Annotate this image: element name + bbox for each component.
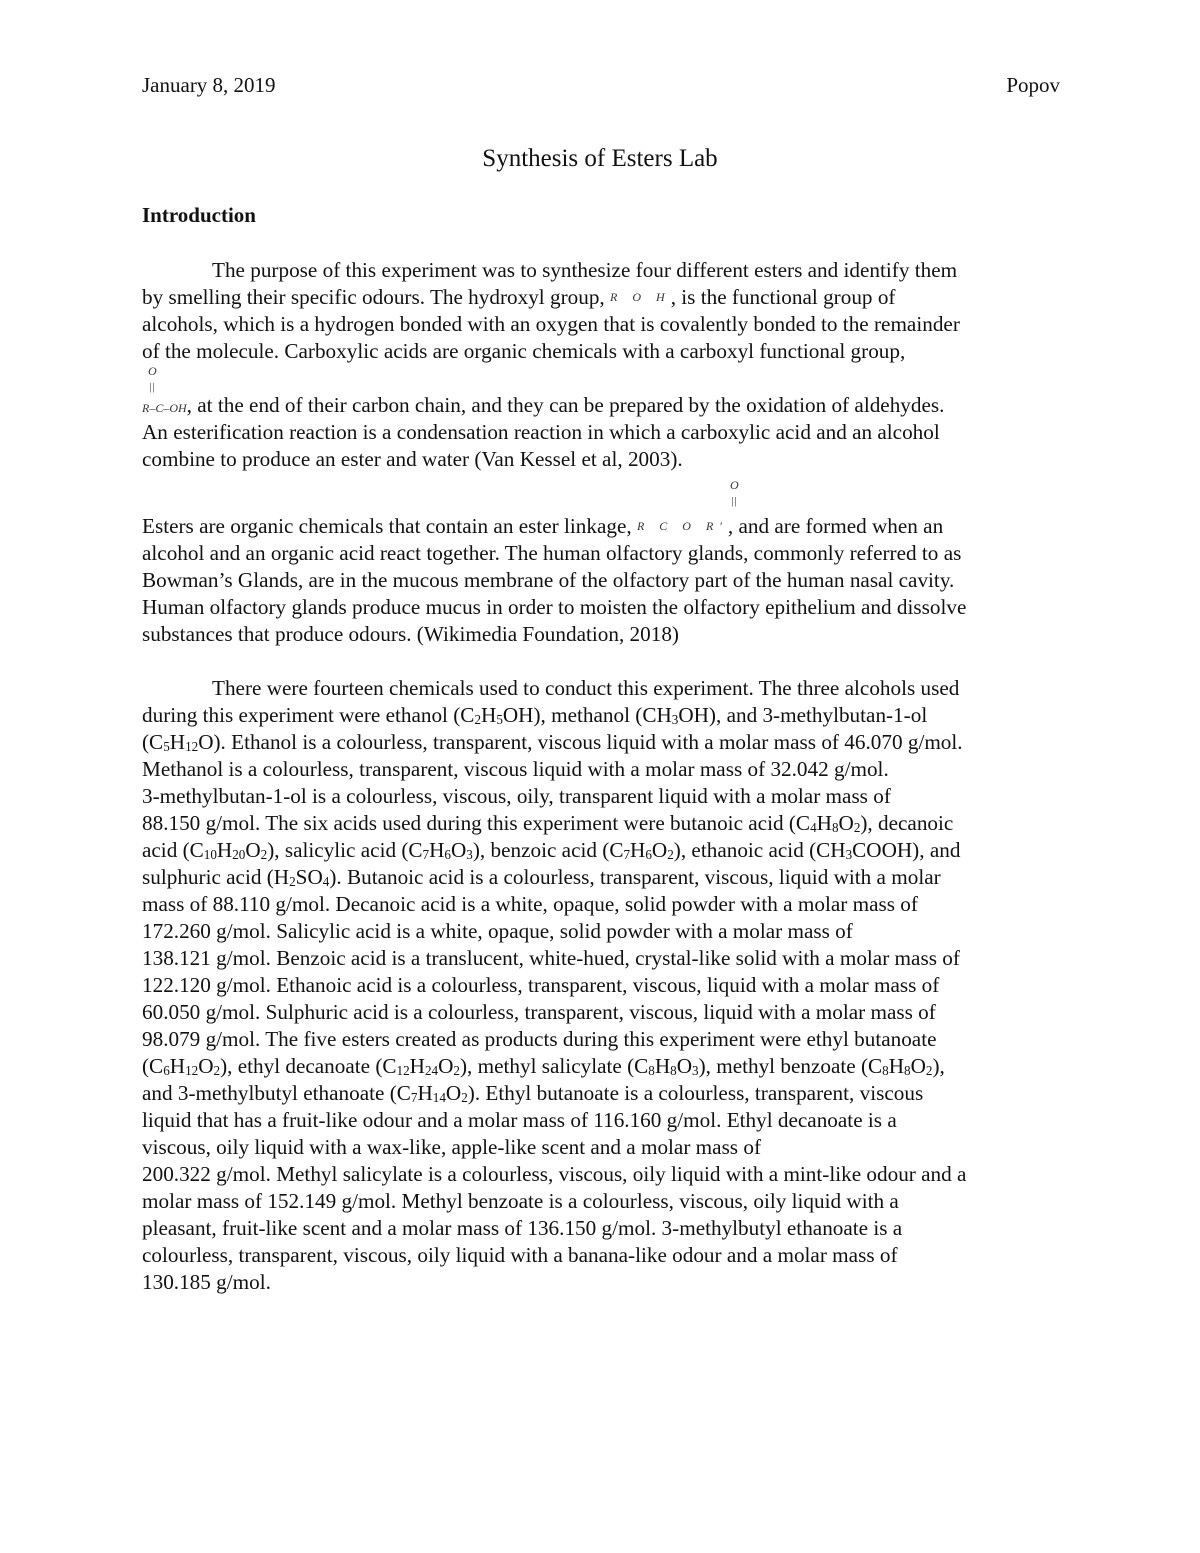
page-title: Synthesis of Esters Lab: [482, 145, 718, 172]
ester-formula-double-bond: ||: [731, 495, 738, 507]
paragraph-3-line: colourless, transparent, viscous, oily liquid with a banana-like odour and a molar mass of: [142, 1243, 898, 1267]
section-heading: Introduction: [142, 203, 256, 227]
paragraph-1-text: , is the functional group of: [670, 285, 896, 309]
paragraph-1-line: combine to produce an ester and water (Van Kessel et al, 2003).: [142, 447, 683, 471]
paragraph-3-line: (C6H12O2), ethyl decanoate (C12H24O2), methyl salicylate (C8H8O3), methyl benzoate (C8H8O2),: [142, 1054, 945, 1078]
paragraph-3-line: There were fourteen chemicals used to conduct this experiment. The three alcohols used: [212, 676, 960, 700]
carboxyl-formula-double-bond: ||: [149, 381, 156, 393]
carboxyl-formula: R–C–OH: [142, 401, 187, 415]
paragraph-3-line: liquid that has a fruit-like odour and a molar mass of 116.160 g/mol. Ethyl decanoate is a: [142, 1108, 897, 1132]
paragraph-3-line: during this experiment were ethanol (C2H5OH), methanol (CH3OH), and 3-methylbutan-1-ol: [142, 703, 928, 727]
paragraph-3-line: 98.079 g/mol. The five esters created as products during this experiment were ethyl butanoate: [142, 1027, 937, 1051]
paragraph-3-line: 60.050 g/mol. Sulphuric acid is a colourless, transparent, viscous, liquid with a molar mass of: [142, 1000, 936, 1024]
paragraph-1-text: by smelling their specific odours. The hydroxyl group,: [142, 285, 605, 309]
hydroxyl-formula: R O H: [610, 290, 671, 304]
carboxyl-formula-oxygen: O: [148, 364, 159, 378]
paragraph-3-line: 88.150 g/mol. The six acids used during this experiment were butanoic acid (C4H8O2), decanoic: [142, 811, 954, 835]
paragraph-1-line: alcohols, which is a hydrogen bonded with an oxygen that is covalently bonded to the remainder: [142, 312, 960, 336]
paragraph-1-line: [142, 392, 944, 422]
paragraph-3-line: 130.185 g/mol.: [142, 1270, 271, 1294]
header-date: January 8, 2019: [142, 73, 276, 97]
paragraph-3-line: and 3-methylbutyl ethanoate (C7H14O2). Ethyl butanoate is a colourless, transparent, viscous: [142, 1081, 924, 1105]
paragraph-3-line: pleasant, fruit-like scent and a molar mass of 136.150 g/mol. 3-methylbutyl ethanoate is a: [142, 1216, 903, 1240]
paragraph-3-line: 172.260 g/mol. Salicylic acid is a white, opaque, solid powder with a molar mass of: [142, 919, 853, 943]
paragraph-3-line: acid (C10H20O2), salicylic acid (C7H6O3), benzoic acid (C7H6O2), ethanoic acid (CH3COOH), and: [142, 838, 961, 862]
paragraph-1-line: [142, 284, 895, 311]
paragraph-2-line: alcohol and an organic acid react together. The human olfactory glands, commonly referred to as: [142, 541, 962, 565]
header-author: Popov: [1006, 73, 1060, 97]
paragraph-3-line: 200.322 g/mol. Methyl salicylate is a colourless, viscous, oily liquid with a mint-like odour and a: [142, 1162, 967, 1186]
paragraph-2-line: substances that produce odours. (Wikimedia Foundation, 2018): [142, 622, 679, 646]
ester-formula: R C O R': [636, 519, 728, 533]
paragraph-3-line: 122.120 g/mol. Ethanoic acid is a colourless, transparent, viscous, liquid with a molar mass of: [142, 973, 940, 997]
paragraph-1-line: An esterification reaction is a condensation reaction in which a carboxylic acid and an alcohol: [142, 420, 940, 444]
paragraph-2-text: Esters are organic chemicals that contain an ester linkage,: [142, 514, 632, 538]
paragraph-1-text: , at the end of their carbon chain, and they can be prepared by the oxidation of aldehydes.: [186, 393, 945, 417]
paragraph-2-line: Human olfactory glands produce mucus in order to moisten the olfactory epithelium and dissolve: [142, 595, 967, 619]
paragraph-2-line: Bowman’s Glands, are in the mucous membrane of the olfactory part of the human nasal cavity.: [142, 568, 955, 592]
paragraph-3-line: Methanol is a colourless, transparent, viscous liquid with a molar mass of 32.042 g/mol.: [142, 757, 889, 781]
paragraph-3-line: sulphuric acid (H2SO4). Butanoic acid is a colourless, transparent, viscous, liquid with a molar: [142, 865, 941, 889]
paragraph-2-line: [142, 513, 943, 540]
paragraph-3-line: molar mass of 152.149 g/mol. Methyl benzoate is a colourless, viscous, oily liquid with a: [142, 1189, 899, 1213]
paragraph-1-line: The purpose of this experiment was to synthesize four different esters and identify them: [212, 258, 958, 282]
paragraph-3-line: 3-methylbutan-1-ol is a colourless, viscous, oily, transparent liquid with a molar mass of: [142, 784, 891, 808]
ester-formula-oxygen: O: [730, 478, 741, 492]
paragraph-1-line: of the molecule. Carboxylic acids are organic chemicals with a carboxyl functional group,: [142, 339, 906, 363]
paragraph-3-line: 138.121 g/mol. Benzoic acid is a translucent, white-hued, crystal-like solid with a molar mass of: [142, 946, 960, 970]
paragraph-3-line: viscous, oily liquid with a wax-like, apple-like scent and a molar mass of: [142, 1135, 761, 1159]
paragraph-3-line: (C5H12O). Ethanol is a colourless, transparent, viscous liquid with a molar mass of 46.070 g/mol.: [142, 730, 963, 754]
paragraph-3-line: mass of 88.110 g/mol. Decanoic acid is a white, opaque, solid powder with a molar mass of: [142, 892, 918, 916]
paragraph-2-text: , and are formed when an: [727, 514, 944, 538]
